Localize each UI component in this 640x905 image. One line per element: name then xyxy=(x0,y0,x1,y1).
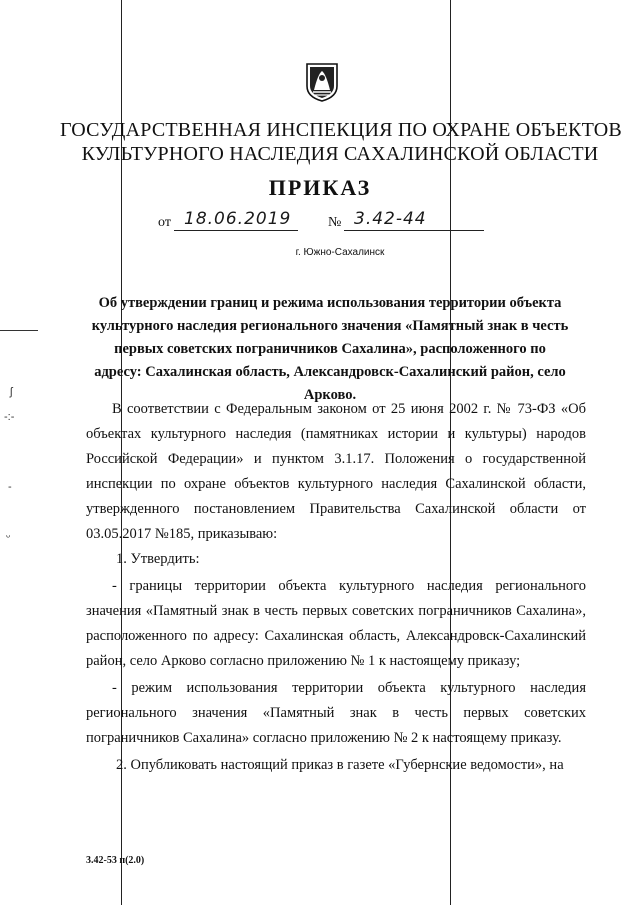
number-prefix: № xyxy=(328,215,342,230)
subject-line: Арково. xyxy=(303,387,357,403)
date-number-row xyxy=(158,211,488,235)
preamble-paragraph: В соответствии с Федеральным законом от 25 июня 2002 г. № 73-ФЗ «Об объектах культурного наследия (памятниках истории и культуры) народов Российской Федерации» и пунктом 3.1.17. Положения о государственной инспекции по охране объектов культурного наследия Сахалинской области, утвержденного постановлением Правительства Сахалинской области от 03.05.2017 №185, приказываю: xyxy=(86,401,586,542)
order-subject xyxy=(70,292,590,407)
organization-title-line: КУЛЬТУРНОГО НАСЛЕДИЯ САХАЛИНСКОЙ ОБЛАСТИ xyxy=(81,143,599,165)
item-1: 1. Утвердить: xyxy=(116,551,200,567)
organization-title xyxy=(60,118,620,166)
number-underline xyxy=(344,230,484,231)
item-1-a: - границы территории объекта культурного наследия регионального значения «Памятный знак в честь первых советских пограничников Сахалина», расположенного по адресу: Сахалинская область, Александровск-Сахалинский район, село Арково согласно приложению № 1 к настоящему приказу; xyxy=(86,578,586,669)
subject-line: Об утверждении границ и режима использования территории объекта xyxy=(98,295,562,311)
number-value: 3.42-44 xyxy=(354,209,427,229)
item-2: 2. Опубликовать настоящий приказ в газете «Губернские ведомости», на xyxy=(116,757,564,773)
date-prefix: от xyxy=(158,215,171,230)
subject-line: адресу: Сахалинская область, Александровск-Сахалинский район, село xyxy=(94,364,566,380)
city: г. Южно-Сахалинск xyxy=(295,247,385,258)
subject-line: культурного наследия регионального значения «Памятный знак в честь xyxy=(91,318,569,334)
margin-marks: ʃ -:- - ᵕ xyxy=(0,330,38,611)
subject-line: первых советских пограничников Сахалина», расположенного по xyxy=(114,341,546,357)
date-value: 18.06.2019 xyxy=(184,209,292,229)
coat-of-arms-icon xyxy=(305,62,339,102)
organization-title-line: ГОСУДАРСТВЕННАЯ ИНСПЕКЦИЯ ПО ОХРАНЕ ОБЪЕКТОВ xyxy=(60,119,622,141)
footer-code: 3.42-53 п(2.0) xyxy=(86,855,145,866)
order-body xyxy=(86,397,586,778)
item-1-b: - режим использования территории объекта культурного наследия регионального значения «Памятный знак в честь первых советских пограничников Сахалина» согласно приложению № 2 к настоящему приказу. xyxy=(86,680,586,746)
document-type: ПРИКАЗ xyxy=(268,175,372,200)
date-underline xyxy=(174,230,298,231)
